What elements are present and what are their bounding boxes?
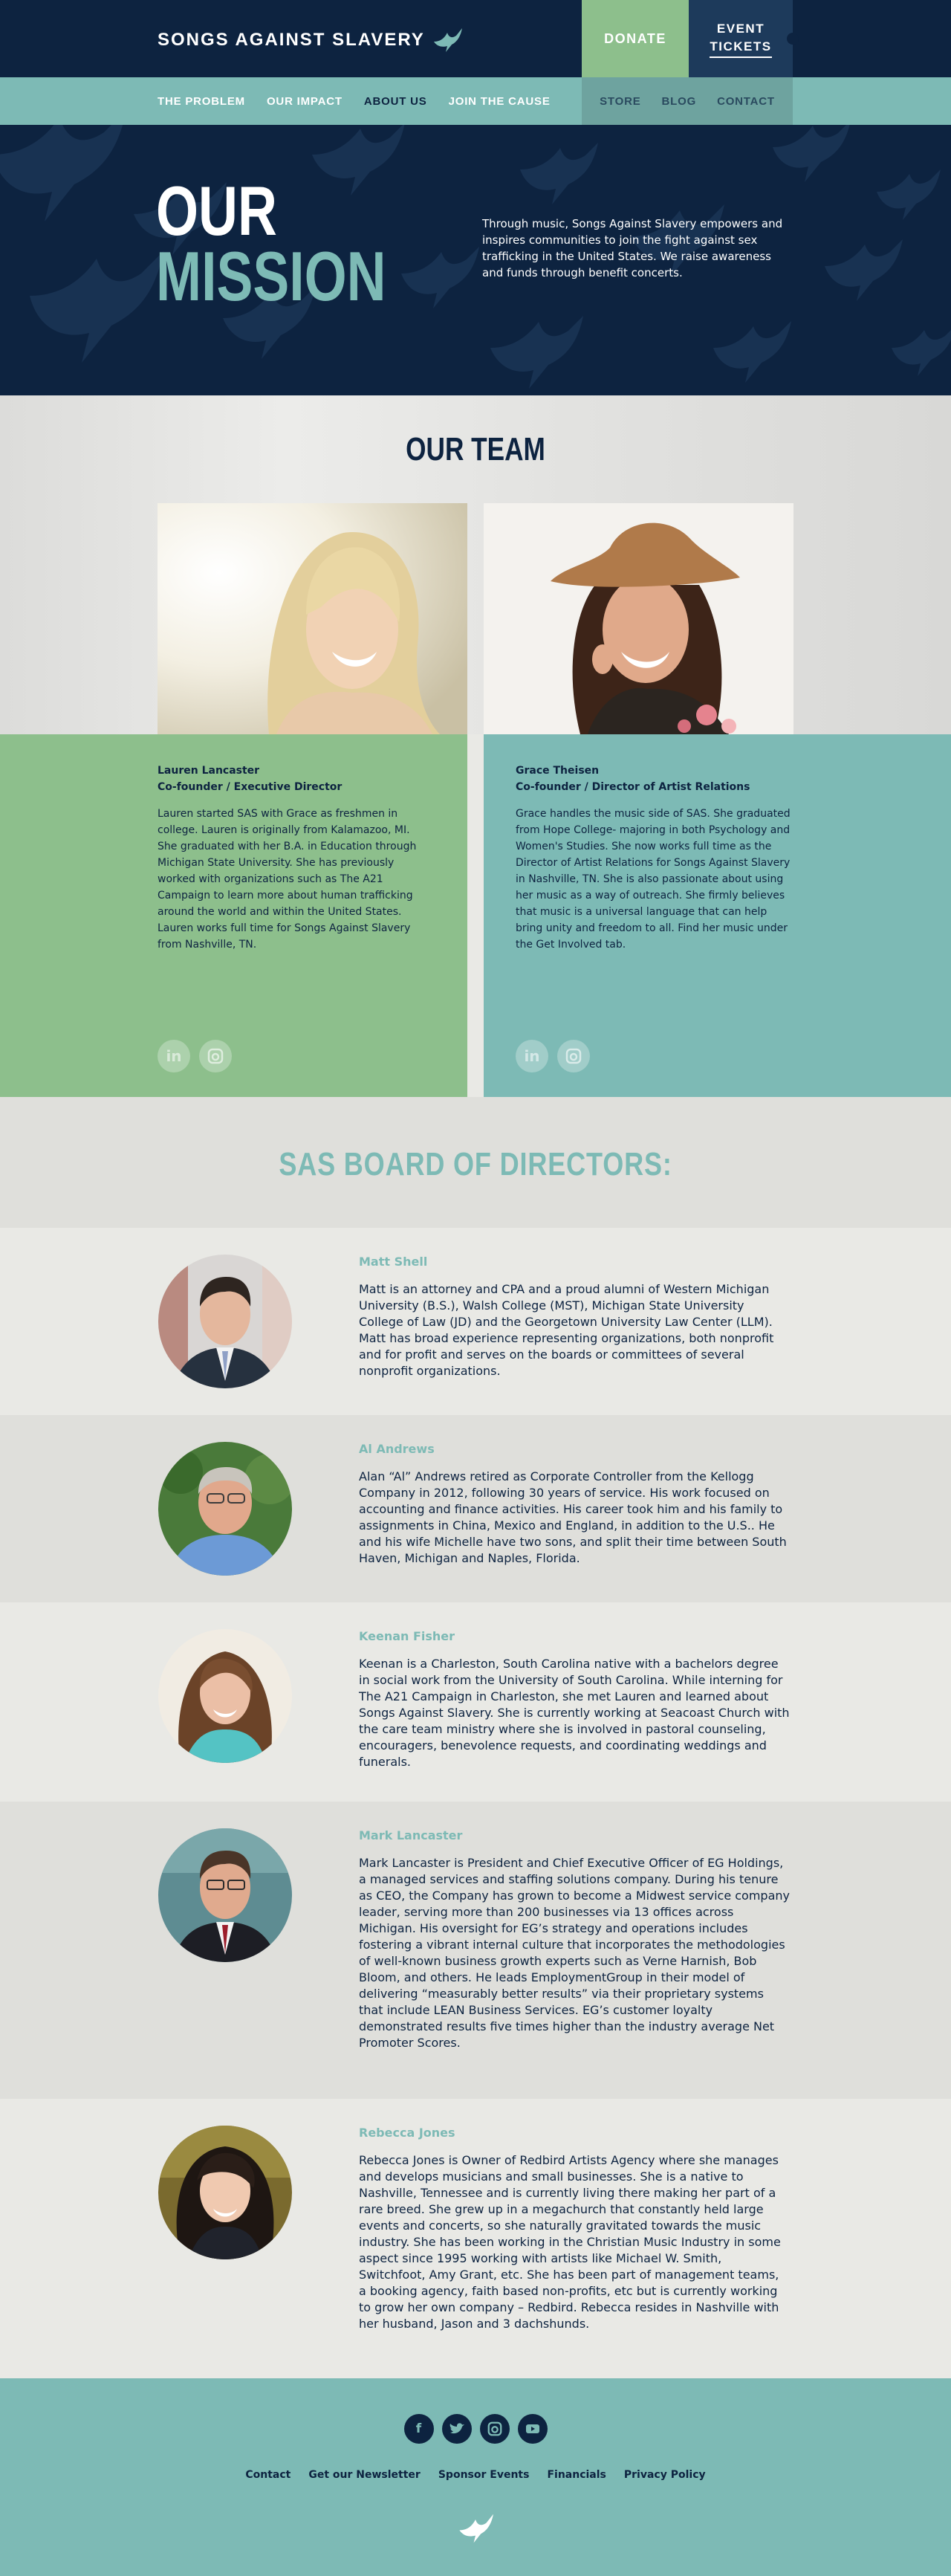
board-member-avatar (158, 1629, 292, 1763)
mission-statement: Through music, Songs Against Slavery empowers and inspires communities to join the fight against sex trafficking in the United States. We raise awareness and funds through benefit concerts. (482, 217, 783, 279)
instagram-icon[interactable] (557, 1040, 590, 1072)
facebook-icon[interactable]: f (404, 2414, 434, 2444)
team-member-social (158, 1040, 232, 1072)
dove-logo-icon (431, 25, 464, 55)
logo-text: SONGS AGAINST SLAVERY (158, 30, 425, 50)
grace-photo (484, 503, 793, 734)
footer-links (0, 2469, 951, 2481)
nav-our-impact[interactable]: OUR IMPACT (266, 94, 343, 108)
board-member-avatar (158, 1255, 292, 1388)
footer-link-sponsor-events[interactable]: Sponsor Events (438, 2469, 530, 2481)
footer-link-financials[interactable]: Financials (547, 2469, 606, 2481)
nav-join-the-cause[interactable]: JOIN THE CAUSE (448, 94, 551, 108)
youtube-icon[interactable] (518, 2414, 548, 2444)
twitter-icon[interactable] (442, 2414, 472, 2444)
board-member-bio: Alan “Al” Andrews retired as Corporate Controller from the Kellogg Company in 2012, following 30 years of service. His work focused on accounting and finance activities. His career took him and his family to assignments in China, Mexico and England, in addition to the U.S.. He and his wife Michelle have two sons, and split their time between South Haven, Michigan and Naples, Florida. (359, 1469, 787, 1565)
board-member-avatar (158, 1442, 292, 1576)
site-logo[interactable] (158, 25, 464, 55)
mission-title (156, 172, 386, 315)
event-tickets-button[interactable] (689, 0, 793, 77)
team-member-bio: Grace handles the music side of SAS. She graduated from Hope College- majoring in both Psychology and Women's Studies. She now works full time as the Director of Artist Relations for Songs Against Slavery in Nashville, TN. She is also passionate about using her music as a way of outreach. She firmly believes that music is a universal language that can help bring unity and freedom to all. Find her music under the Get Involved tab. (516, 808, 791, 951)
card-divider (467, 734, 484, 1097)
mission-section (0, 125, 951, 395)
nav-the-problem[interactable]: THE PROBLEM (158, 94, 245, 108)
board-member-avatar (158, 1828, 292, 1962)
team-card-lauren (0, 734, 467, 1097)
board-member-avatar (158, 2126, 292, 2259)
site-header (0, 0, 951, 77)
board-member-bio: Keenan is a Charleston, South Carolina native with a bachelors degree in social work from the University of South Carolina. While interning for The A21 Campaign in Charleston, she met Lauren and learned about Songs Against Slavery. She is currently working at Seacoast Church with the care team ministry where she is involved in pastoral counseling, encouragers, benevolence requests, and coordinating weddings and funerals. (359, 1657, 790, 1769)
tickets-label-1: EVENT (716, 22, 765, 36)
footer-link-newsletter[interactable]: Get our Newsletter (308, 2469, 421, 2481)
ticket-notch (787, 33, 799, 45)
bird-pattern-background (0, 125, 951, 395)
board-member-rebecca (0, 2099, 951, 2378)
instagram-icon[interactable] (199, 1040, 232, 1072)
nav-contact[interactable]: CONTACT (717, 94, 775, 108)
board-member-name: Al Andrews (359, 1442, 435, 1456)
board-member-keenan (0, 1602, 951, 1802)
board-title: SAS BOARD OF DIRECTORS: (279, 1146, 672, 1182)
donate-button[interactable] (582, 0, 689, 77)
main-nav (0, 77, 951, 125)
nav-store[interactable]: STORE (600, 94, 641, 108)
lauren-photo (158, 503, 467, 734)
instagram-icon[interactable] (480, 2414, 510, 2444)
board-member-bio: Rebecca Jones is Owner of Redbird Artists Agency where she manages and develops musicians and small businesses. She is a native to Nashville, Tennessee and is currently living there making her part of a rare breed. She grew up in a megachurch that constantly held large events and concerts, so she naturally gravitated towards the music industry. She has been working in the Christian Music Industry in some aspect since 1995 working with artists like Michael W. Smith, Switchfoot, Amy Grant, etc. She has been part of management teams, a booking agency, faith based non-profits, etc but is currently working to grow her own company – Redbird. Rebecca resides in Nashville with her husband, Jason and 3 dachshunds. (359, 2153, 781, 2331)
dove-footer-icon (455, 2511, 496, 2546)
board-member-bio: Matt is an attorney and CPA and a proud alumni of Western Michigan University (B.S.), Walsh College (MST), Michigan State University College of Law (JD) and the Georgetown University Law Center (LLM). Matt has broad experience representing organizations, both nonprofit and for profit and serves on the boards or committees of several nonprofit organizations. (359, 1282, 774, 1378)
board-member-name: Rebecca Jones (359, 2126, 455, 2140)
board-member-matt (0, 1228, 951, 1415)
footer-link-contact[interactable]: Contact (245, 2469, 291, 2481)
footer-link-privacy-policy[interactable]: Privacy Policy (623, 2469, 706, 2481)
team-member-name: Grace Theisen (516, 765, 600, 777)
board-member-bio: Mark Lancaster is President and Chief Executive Officer of EG Holdings, a managed services and staffing solutions company. During his tenure as CEO, the Company has grown to become a Midwest service company leader, serving more than 200 businesses via 13 offices across Michigan. His oversight for EG’s strategy and operations includes fostering a vibrant internal culture that incorporates the methodologies of well-known business growth experts such as Verne Harnish, Bob Bloom, and others. He leads EmploymentGroup in their model of delivering “measurably better results” via their proprietary systems that include LEAN Business Services. EG’s customer loyalty demonstrated results five times higher than the industry average Net Promoter Scores. (359, 1856, 790, 2050)
linkedin-icon[interactable]: in (158, 1040, 190, 1072)
mission-title-line-2: MISSION (156, 237, 386, 315)
team-card-grace (484, 734, 951, 1097)
board-member-al (0, 1415, 951, 1602)
primary-nav (158, 77, 551, 125)
linkedin-icon[interactable]: in (516, 1040, 548, 1072)
nav-about-us[interactable]: ABOUT US (363, 94, 427, 108)
nav-blog[interactable]: BLOG (661, 94, 697, 108)
team-member-social (516, 1040, 590, 1072)
team-member-bio: Lauren started SAS with Grace as freshmen in college. Lauren is originally from Kalamazoo, MI. She graduated with her B.A. in Education through Michigan State University. She has previously worked with organizations such as The A21 Campaign to learn more about human trafficking around the world and within the United States. Lauren works full time for Songs Against Slavery from Nashville, TN. (158, 808, 417, 951)
site-footer (0, 2378, 951, 2576)
board-member-name: Keenan Fisher (359, 1629, 455, 1643)
board-member-name: Matt Shell (359, 1255, 428, 1269)
board-member-name: Mark Lancaster (359, 1828, 463, 1842)
board-member-mark (0, 1802, 951, 2099)
team-member-name: Lauren Lancaster (158, 765, 260, 777)
secondary-nav (582, 77, 793, 125)
footer-social (0, 2414, 951, 2444)
team-title: OUR TEAM (406, 431, 545, 467)
tickets-label-2: TICKETS (710, 39, 771, 58)
team-member-role: Co-founder / Director of Artist Relations (516, 781, 750, 793)
team-member-role: Co-founder / Executive Director (158, 781, 343, 793)
mission-title-line-1: OUR (156, 172, 277, 250)
donate-label: DONATE (604, 30, 666, 46)
